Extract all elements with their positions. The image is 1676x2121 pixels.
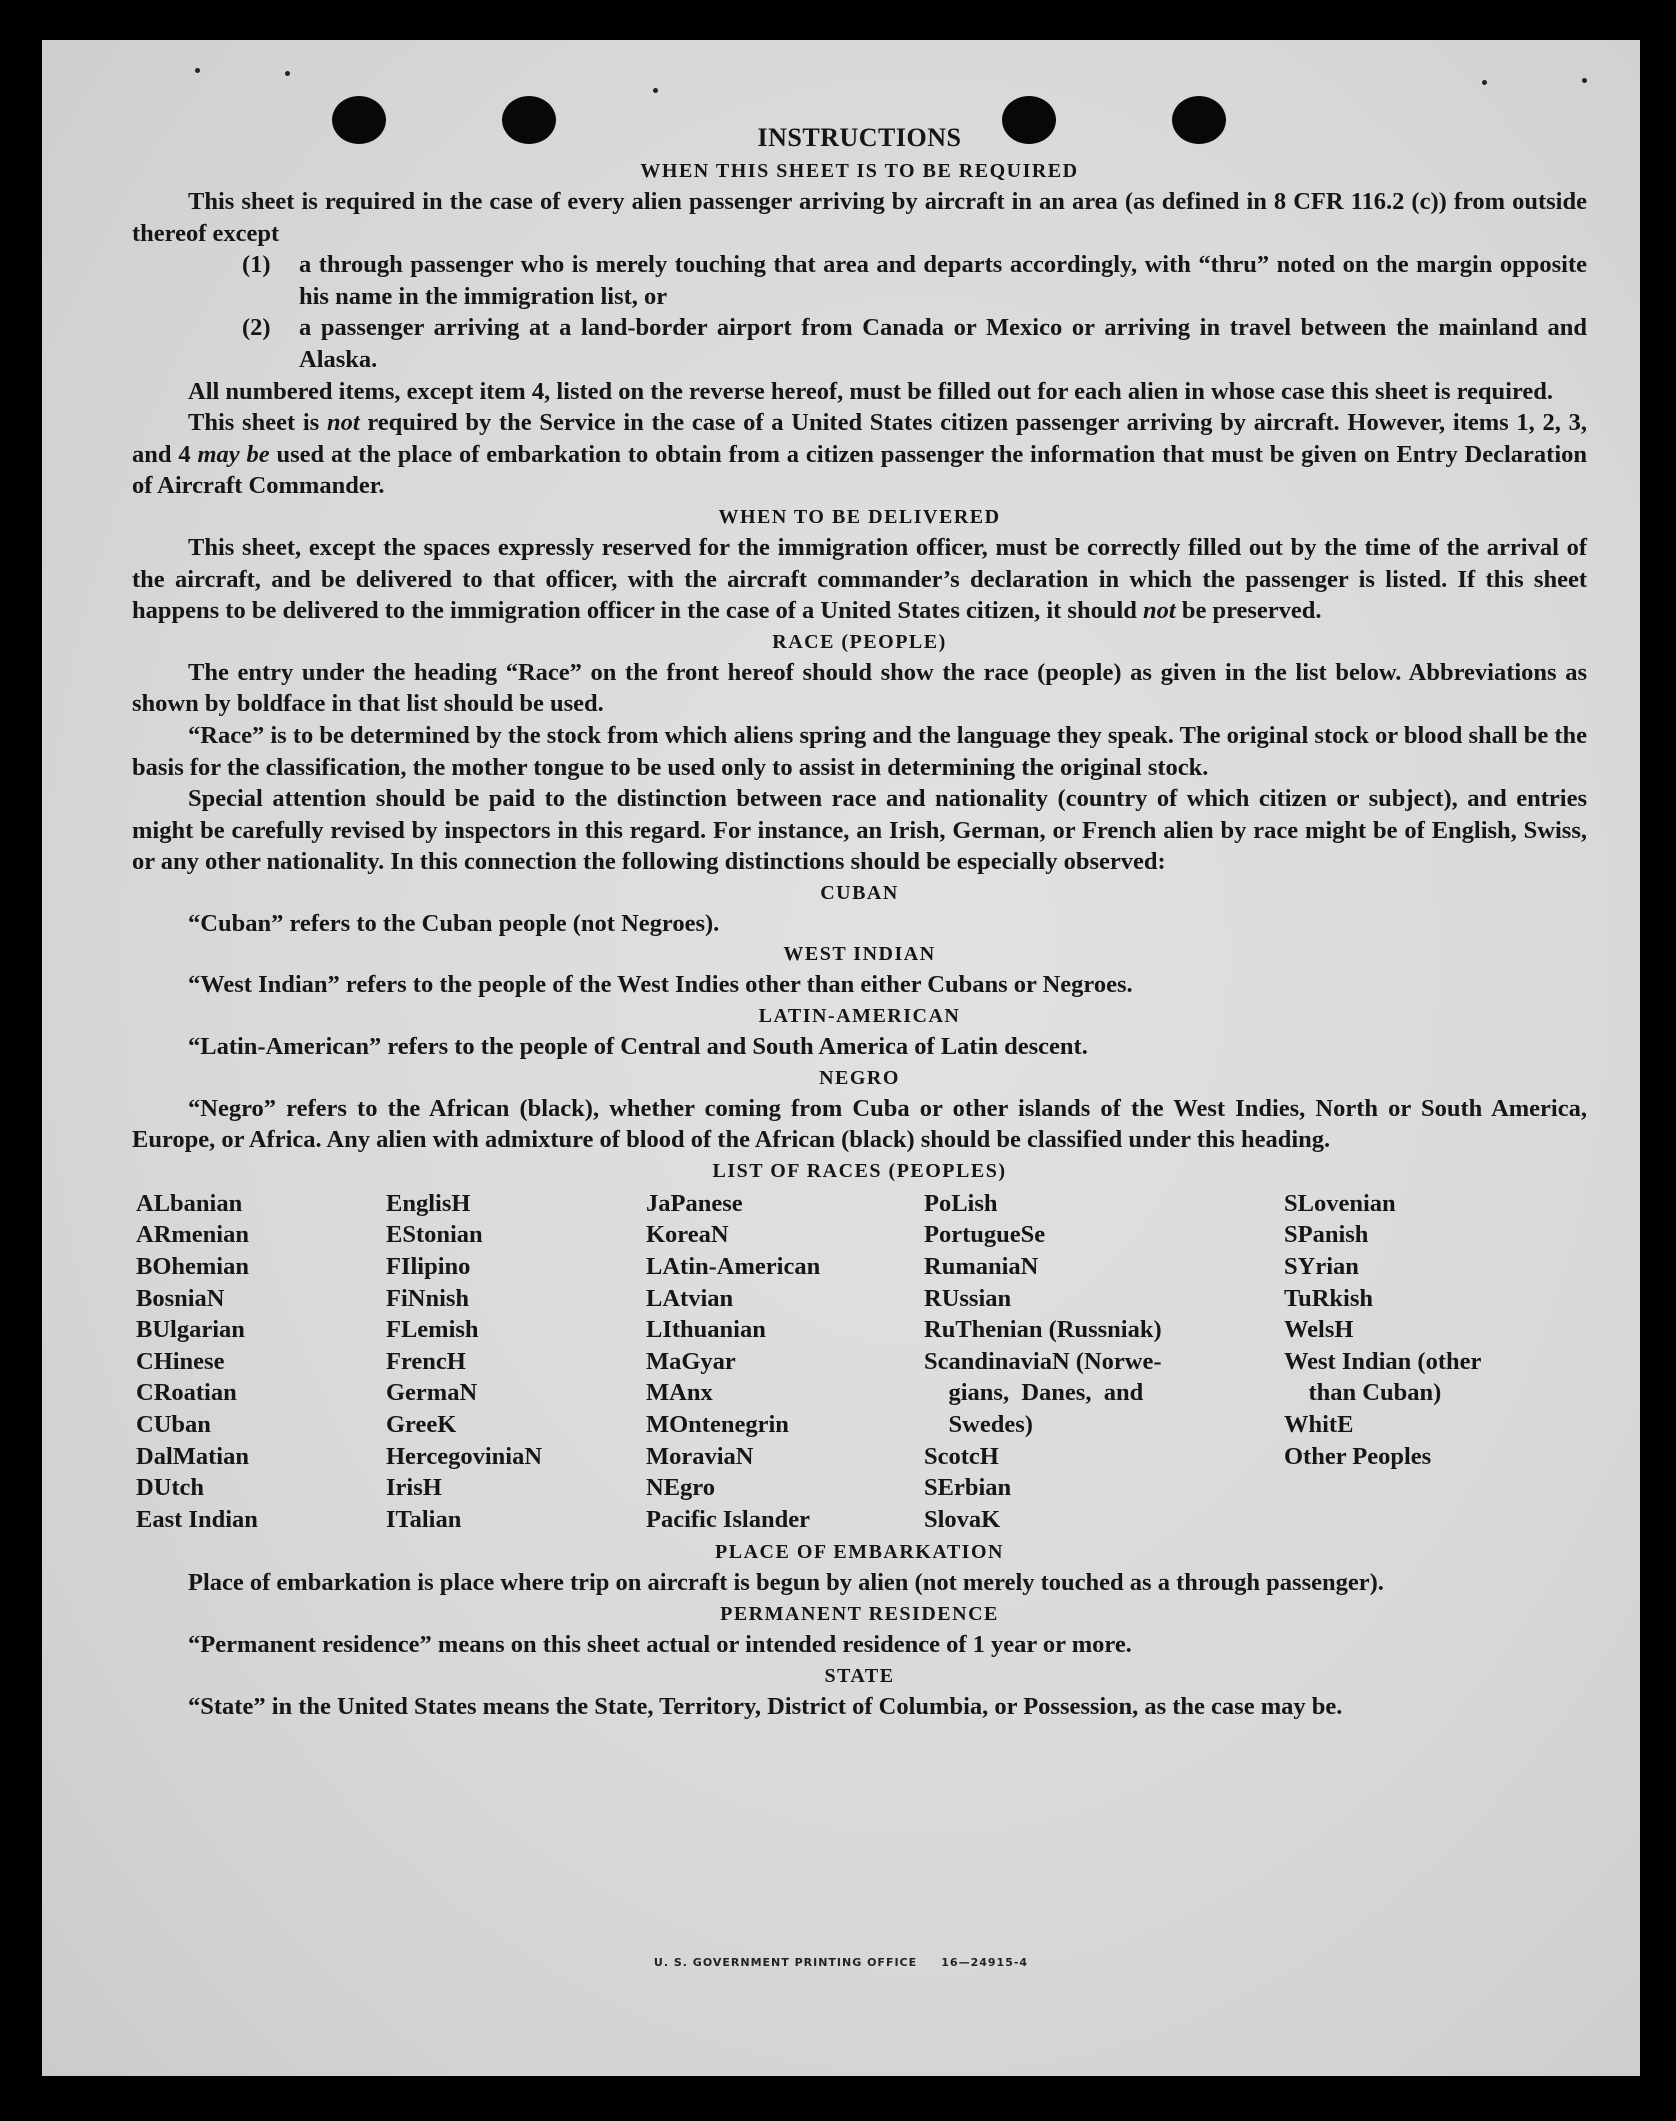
race-entry: GermaN	[386, 1379, 478, 1407]
race-entry: ARmenian	[136, 1221, 249, 1249]
race-entry: DalMatian	[136, 1442, 249, 1470]
race-entry: West Indian (other	[1284, 1347, 1482, 1375]
race-paragraph-1: The entry under the heading “Race” on the front hereof should show the race (people) as given in the list below. Abbreviations as shown by boldface in that list should be used.	[132, 658, 1587, 718]
race-entry: Pacific Islander	[646, 1505, 810, 1533]
race-entry: CUban	[136, 1411, 211, 1438]
race-entry: Swedes)	[924, 1411, 1033, 1438]
race-paragraph-3: Special attention should be paid to the distinction between race and nationality (country of which citizen or subject), and entries might be carefully revised by inspectors in this regard. For instance, an Irish, German, or French alien by race might be of English, Swiss, or any other nationality. In this connection the following distinctions should be especially observed:	[132, 785, 1587, 876]
race-entry: ScandinaviaN (Norwe-	[924, 1347, 1162, 1375]
race-entry: RuThenian (Russniak)	[924, 1316, 1162, 1344]
race-entry: ScotcH	[924, 1442, 999, 1470]
race-entry: BosniaN	[136, 1284, 225, 1312]
item-text: a through passenger who is merely touching that area and departs accordingly, with “thru” noted on the margin opposite his name in the immigration list, or	[299, 251, 1587, 310]
race-entry: JaPanese	[646, 1189, 743, 1217]
required-intro: This sheet is required in the case of every alien passenger arriving by aircraft in an area (as defined in 8 CFR 116.2 (c)) from outside thereof except	[132, 188, 1587, 247]
scan-speck	[1582, 78, 1587, 83]
races-column-1	[136, 1188, 386, 1536]
cuban-paragraph: “Cuban” refers to the Cuban people (not Negroes).	[188, 909, 720, 937]
heading-state: STATE	[824, 1664, 895, 1687]
printing-office-footer: U. S. GOVERNMENT PRINTING OFFICE 16—24915-4	[653, 1956, 1029, 1969]
race-entry: RumaniaN	[924, 1253, 1039, 1281]
citizen-paragraph	[132, 407, 1587, 502]
text-span: This sheet is	[188, 409, 327, 437]
race-entry: FIlipino	[386, 1253, 471, 1281]
text-span: used at the place of embarkation to obtain from a citizen passenger the information that must be given on Entry Declaration of Aircraft Commander.	[132, 440, 1587, 500]
scan-speck	[195, 68, 200, 73]
race-entry: RUssian	[924, 1284, 1012, 1312]
state-paragraph: “State” in the United States means the State, Territory, District of Columbia, or Possession, as the case may be.	[188, 1692, 1343, 1720]
races-column-5	[1284, 1188, 1564, 1536]
west-indian-paragraph: “West Indian” refers to the people of the West Indies other than either Cubans or Negroes.	[188, 971, 1133, 999]
race-entry: PortugueSe	[924, 1221, 1046, 1249]
heading-when-required: WHEN THIS SHEET IS TO BE REQUIRED	[640, 160, 1079, 182]
heading-when-delivered: WHEN TO BE DELIVERED	[718, 505, 1001, 528]
latin-american-paragraph: “Latin-American” refers to the people of Central and South America of Latin descent.	[188, 1033, 1088, 1061]
race-entry: EnglisH	[386, 1189, 471, 1217]
italic-not: not	[1143, 597, 1176, 625]
race-entry: CRoatian	[136, 1379, 237, 1407]
heading-negro: NEGRO	[819, 1066, 900, 1089]
race-entry: HercegoviniaN	[386, 1442, 543, 1470]
race-entry: than Cuban)	[1284, 1379, 1442, 1407]
race-entry: ITalian	[386, 1505, 462, 1533]
race-entry: ALbanian	[136, 1189, 243, 1217]
delivered-paragraph	[132, 532, 1587, 627]
scan-speck	[1482, 80, 1487, 85]
embarkation-paragraph: Place of embarkation is place where trip on aircraft is begun by alien (not merely touched as a through passenger).	[188, 1569, 1384, 1597]
race-entry: LAtin-American	[646, 1253, 821, 1281]
race-entry: MoraviaN	[646, 1442, 754, 1470]
item-number: (1)	[242, 251, 271, 279]
race-entry: MaGyar	[646, 1347, 736, 1375]
heading-latin-american: LATIN-AMERICAN	[758, 1005, 961, 1028]
race-entry: WelsH	[1284, 1316, 1354, 1344]
races-column-4	[924, 1188, 1284, 1536]
text-span: be preserved.	[1175, 597, 1322, 625]
item-text: a passenger arriving at a land-border airport from Canada or Mexico or arriving in travel between the mainland and Alaska.	[299, 314, 1587, 373]
race-entry: LAtvian	[646, 1284, 734, 1312]
race-entry: SPanish	[1284, 1221, 1369, 1249]
exception-item	[132, 312, 1587, 375]
race-entry: WhitE	[1284, 1411, 1354, 1438]
race-entry: Other Peoples	[1284, 1442, 1432, 1470]
race-entry: SErbian	[924, 1474, 1012, 1502]
residence-paragraph: “Permanent residence” means on this sheet actual or intended residence of 1 year or more.	[188, 1630, 1132, 1658]
race-paragraph-2: “Race” is to be determined by the stock from which aliens spring and the language they speak. The original stock or blood shall be the basis for the classification, the mother tongue to be used only to assist in determining the original stock.	[132, 721, 1587, 781]
negro-paragraph: “Negro” refers to the African (black), whether coming from Cuba or other islands of the West Indies, North or South America, Europe, or Africa. Any alien with admixture of blood of the African (black) should be classified under this heading.	[132, 1094, 1587, 1154]
heading-permanent-residence: PERMANENT RESIDENCE	[720, 1602, 999, 1625]
page-title: INSTRUCTIONS	[757, 123, 962, 152]
scan-speck	[653, 88, 658, 93]
race-entry: FiNnish	[386, 1284, 470, 1312]
text-span: required by the Service in the case of a United States citizen passenger arriving by aircraft. However, items 1, 2, 3, and 4	[132, 409, 1588, 468]
instructions-content	[132, 120, 1587, 1722]
race-entry: EStonian	[386, 1221, 483, 1249]
race-entry: LIthuanian	[646, 1316, 766, 1344]
race-entry: DUtch	[136, 1474, 205, 1502]
exception-item	[132, 249, 1587, 312]
race-entry: SYrian	[1284, 1253, 1359, 1281]
heading-race: RACE (PEOPLE)	[772, 630, 947, 653]
race-entry: IrisH	[386, 1474, 442, 1502]
race-entry: KoreaN	[646, 1221, 729, 1249]
race-entry: SLovenian	[1284, 1189, 1396, 1217]
race-entry: FLemish	[386, 1316, 479, 1344]
heading-west-indian: WEST INDIAN	[783, 943, 936, 966]
race-entry: CHinese	[136, 1347, 225, 1375]
numbered-items-paragraph: All numbered items, except item 4, listed on the reverse hereof, must be filled out for each alien in whose case this sheet is required.	[188, 377, 1554, 405]
race-entry: MOntenegrin	[646, 1411, 789, 1438]
races-column-3	[646, 1188, 924, 1536]
races-list	[132, 1188, 1587, 1536]
heading-list-of-races: LIST OF RACES (PEOPLES)	[712, 1159, 1007, 1182]
text-span: This sheet, except the spaces expressly reserved for the immigration officer, must be correctly filled out by the time of the arrival of the aircraft, and be delivered to that officer, with the aircraft commander’s declaration in which the passenger is listed. If this sheet happens to be delivered to the immigration officer in the case of a United States citizen, it should	[132, 533, 1587, 625]
races-column-2	[386, 1188, 646, 1536]
race-entry: East Indian	[136, 1505, 258, 1533]
race-entry: TuRkish	[1284, 1284, 1374, 1312]
race-entry: BOhemian	[136, 1253, 249, 1281]
race-entry: MAnx	[646, 1379, 713, 1407]
scan-speck	[285, 71, 290, 76]
race-entry: FrencH	[386, 1347, 466, 1375]
heading-place-of-embarkation: PLACE OF EMBARKATION	[715, 1541, 1004, 1564]
race-entry: SlovaK	[924, 1505, 1001, 1533]
document-sheet	[42, 40, 1640, 2076]
race-entry: NEgro	[646, 1474, 715, 1502]
italic-may-be: may be	[197, 440, 270, 468]
race-entry: BUlgarian	[136, 1316, 245, 1344]
race-entry: PoLish	[924, 1189, 998, 1217]
race-entry: gians, Danes, and	[924, 1379, 1144, 1407]
italic-not: not	[326, 409, 360, 437]
race-entry: GreeK	[386, 1411, 457, 1438]
heading-cuban: CUBAN	[820, 881, 899, 904]
item-number: (2)	[242, 314, 271, 342]
